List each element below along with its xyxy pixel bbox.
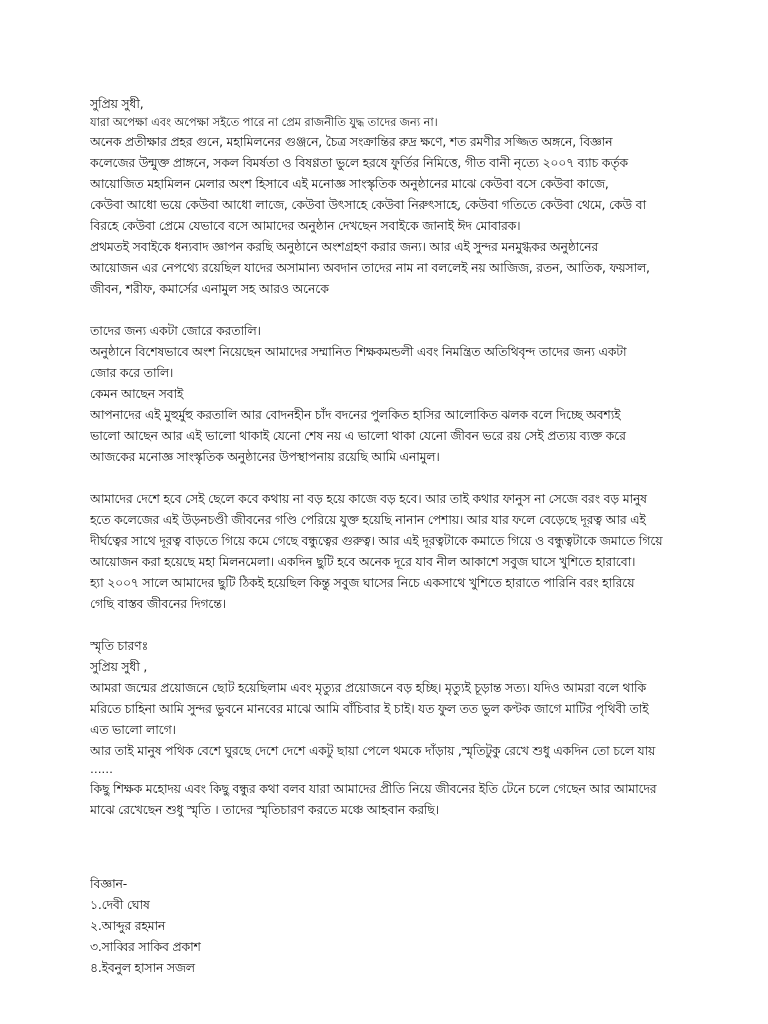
- memorial-list: [90, 894, 700, 978]
- ellipsis-line: ……: [90, 762, 113, 776]
- text-line: জোর করে তালি।: [90, 365, 174, 380]
- list-heading: বিজ্ঞান-: [90, 876, 127, 891]
- text-line: দীর্ঘত্বের সাথে দূরত্ব বাড়তে গিয়ে কমে গেছে বন্ধুত্বের গুরুত্ব। আর এই দূরত্বটাকে কমাতে গিয়ে ও বন্ধুত্বটাকে জমাতে গিয়ে: [90, 533, 663, 548]
- memorial-heading: স্মৃতি চারণঃ: [90, 638, 149, 653]
- paragraph-greeting: [90, 131, 700, 236]
- text-line: অনুষ্ঠানে বিশেষভাবে অংশ নিয়েছেন আমাদের সম্মানিত শিক্ষকমন্ডলী এবং নিমন্ত্রিত অতিথিবৃন্দ তাদের জন্য একটা: [90, 344, 627, 359]
- text-line: আয়োজন করা হয়েছে মহা মিলনমেলা। একদিন ছুটি হবে অনেক দূরে যাব নীল আকাশে সবুজ ঘাসে খুশিতে হারাবো।: [90, 554, 636, 569]
- text-line: আমাদের দেশে হবে সেই ছেলে কবে কথায় না বড় হয়ে কাজে বড় হবে। আর তাই কথার ফানুস না সেজে বরং বড় মানুষ: [90, 491, 647, 506]
- text-line: এত ভালো লাগে।: [90, 722, 176, 737]
- text-line: আপনাদের এই মুহুর্মুহু করতালি আর বোদনহীন চাঁদ বদনের পুলকিত হাসির আলোকিত ঝলক বলে দিচ্ছে অবশ্যই: [90, 407, 621, 422]
- text-line: আয়োজন এর নেপথ্যে রয়েছিল যাদের অসামান্য অবদান তাদের নাম না বললেই নয় আজিজ, রতন, আতিক, ফয়সাল,: [90, 260, 650, 275]
- text-line: অনেক প্রতীক্ষার প্রহর গুনে, মহামিলনের গুঞ্জনে, চৈত্র সংক্রান্তির রুদ্র ক্ষণে, শত রমণীর সজ্জিত অঙ্গনে, বিজ্ঞান: [90, 134, 613, 149]
- memorial-salutation: সুপ্রিয় সুধী ,: [90, 659, 148, 674]
- text-line: কলেজের উন্মুক্ত প্রাঙ্গনে, সকল বিমর্ষতা ও বিষণ্ণতা ভুলে হরষে ফুর্তির নিমিত্তে, গীত বানী নৃত্যে ২০০৭ ব্যাচ কর্তৃক: [90, 155, 628, 170]
- list-item: ৩.সাব্বির সাকিব প্রকাশ: [90, 939, 201, 954]
- spacer: [90, 299, 700, 320]
- text-line: আজকের মনোজ্ঞ সাংস্কৃতিক অনুষ্ঠানের উপস্থাপনায় রয়েছি আমি এনামুল।: [90, 449, 440, 464]
- spacer: [90, 820, 700, 841]
- text-line: আর তাই মানুষ পথিক বেশে ঘুরছে দেশে দেশে একটু ছায়া পেলে থমকে দাঁড়ায় ,স্মৃতিটুকু রেখে শুধু একদিন তো চলে যায়: [90, 743, 656, 758]
- text-line: বিরহে কেউবা প্রেমে যেভাবে বসে আমাদের অনুষ্ঠান দেখছেন সবাইকে জানাই ঈদ মোবারক।: [90, 218, 521, 233]
- paragraph-memorial: [90, 677, 700, 820]
- paragraph-thanks: [90, 236, 700, 299]
- subtitle-quote: যারা অপেক্ষা এবং অপেক্ষা সইতে পারে না প্রেম রাজনীতি যুদ্ধ তাদের জন্য না।: [90, 115, 438, 129]
- text-line: জীবন, শরীফ, কমার্সের এনামুল সহ আরও অনেকে: [90, 281, 329, 296]
- text-line: তাদের জন্য একটা জোরে করতালি।: [90, 323, 261, 338]
- text-line: আয়োজিত মহামিলন মেলার অংশ হিসাবে এই মনোজ্ঞ সাংস্কৃতিক অনুষ্ঠানের মাঝে কেউবা বসে কেউবা কাজে,: [90, 176, 609, 191]
- text-line: ভালো আছেন আর এই ভালো থাকাই যেনো শেষ নয় এ ভালো থাকা যেনো জীবন ভরে রয় সেই প্রত্যয় ব্যক্ত করে: [90, 428, 626, 443]
- paragraph-applause: [90, 320, 700, 467]
- spacer: [90, 614, 700, 635]
- text-line: হতে কলেজের এই উড়নচণ্ডী জীবনের গণ্ডি পেরিয়ে যুক্ত হয়েছি নানান পেশায়। আর যার ফলে বেড়েছে দূরত্ব আর এই: [90, 512, 646, 527]
- text-line: প্রথমতই সবাইকে ধন্যবাদ জ্ঞাপন করছি অনুষ্ঠানে অংশগ্রহণ করার জন্য। আর এই সুন্দর মনমুগ্ধকর অনুষ্ঠানের: [90, 239, 598, 254]
- text-line: কেউবা আধো ভয়ে কেউবা আধো লাজে, কেউবা উৎসাহে কেউবা নিরুৎসাহে, কেউবা গতিতে কেউবা থেমে, কেউ বা: [90, 197, 646, 212]
- list-item: ২.আব্দুর রহমান: [90, 918, 166, 933]
- text-line: গেছি বাস্তব জীবনের দিগন্তে।: [90, 596, 226, 611]
- list-item: ১.দেবী ঘোষ: [90, 897, 150, 912]
- text-line: কিছু শিক্ষক মহোদয় এবং কিছু বন্ধুর কথা বলব যারা আমাদের প্রীতি নিয়ে জীবনের ইতি টেনে চলে গেছেন আর আমাদের: [90, 781, 657, 796]
- text-line: মরিতে চাহিনা আমি সুন্দর ভুবনে মানবের মাঝে আমি বাঁচিবার ই চাই। যত ফুল তত ভুল কণ্টক জাগে মাটির পৃথিবী তাই: [90, 701, 649, 716]
- paragraph-reunion: [90, 488, 700, 614]
- spacer: [90, 841, 700, 873]
- text-line: মাঝে রেখেছেন শুধু স্মৃতি । তাদের স্মৃতিচারণ করতে মঞ্চে আহবান করছি।: [90, 802, 439, 817]
- text-line: কেমন আছেন সবাই: [90, 386, 184, 401]
- text-line: হ্যা ২০০৭ সালে আমাদের ছুটি ঠিকই হয়েছিল কিন্তু সবুজ ঘাসের নিচে একসাথে খুশিতে হারাতে পারিনি বরং হারিয়ে: [90, 575, 635, 590]
- text-line: আমরা জন্মের প্রয়োজনে ছোট হয়েছিলাম এবং মৃত্যুর প্রয়োজনে বড় হচ্ছি। মৃত্যুই চূড়ান্ত সত্য। যদিও আমরা বলে থাকি: [90, 680, 646, 695]
- list-item: ৪.ইবনুল হাসান সজল: [90, 960, 195, 975]
- spacer: [90, 467, 700, 488]
- salutation: সুপ্রিয় সুধী,: [90, 96, 144, 111]
